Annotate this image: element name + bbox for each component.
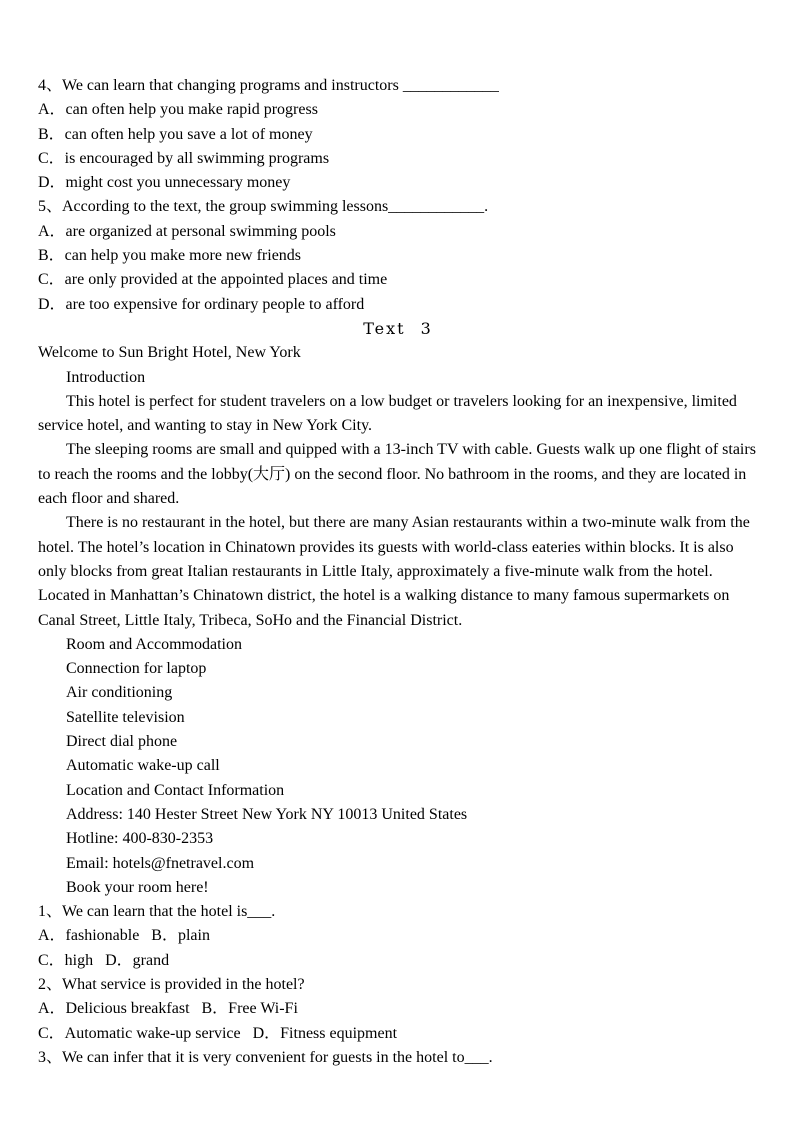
question-2-options-cd: C．Automatic wake-up service D．Fitness equipment (38, 1024, 398, 1042)
welcome-line: Welcome to Sun Bright Hotel, New York (38, 344, 301, 362)
introduction-paragraph: This hotel is perfect for student travelers on a low budget or travelers looking for an inexpensive, limited service hotel, and wanting to stay in New York City. (38, 392, 741, 435)
amenity-direct-dial-phone: Direct dial phone (66, 733, 178, 751)
question-4: 4、We can learn that changing programs and instructors ____________ (38, 77, 499, 94)
amenity-wake-up-call: Automatic wake-up call (66, 757, 220, 775)
question-4-option-d: D．might cost you unnecessary money (38, 174, 291, 192)
question-5: 5、According to the text, the group swimming lessons____________. (38, 198, 489, 216)
question-1: 1、We can learn that the hotel is___. (38, 903, 276, 921)
location-paragraph: There is no restaurant in the hotel, but there are many Asian restaurants within a two-minute walk from the hotel. The hotel’s location in Chinatown provides its guests with world-class eateries within blocks. It is also only blocks from great Italian restaurants in Little Italy, approximately a five-minute walk from the hotel. Located in Manhattan’s Chinatown district, the hotel is a walking distance to many famous supermarkets on Canal Street, Little Italy, Tribeca, SoHo and the Financial District. (38, 514, 754, 629)
address-line: Address: 140 Hester Street New York NY 10013 United States (66, 805, 468, 823)
amenity-air-conditioning: Air conditioning (66, 684, 173, 702)
hotline-line: Hotline: 400-830-2353 (66, 830, 214, 848)
location-contact-heading: Location and Contact Information (66, 781, 285, 799)
text-3-title: Text 3 (363, 318, 433, 338)
question-4-option-b: B．can often help you save a lot of money (38, 125, 313, 143)
question-4-option-a: A．can often help you make rapid progress (38, 101, 318, 119)
question-5-option-b: B．can help you make more new friends (38, 247, 302, 265)
email-line: Email: hotels@fnetravel.com (66, 854, 255, 872)
question-2: 2、What service is provided in the hotel? (38, 975, 305, 993)
rooms-paragraph: The sleeping rooms are small and quipped with a 13-inch TV with cable. Guests walk up one flight of stairs to reach the rooms and the lobby(大厅) on the second floor. No bathroom in the rooms, and they are located in each floor and shared. (38, 441, 760, 508)
amenity-laptop-connection: Connection for laptop (66, 660, 207, 678)
amenity-satellite-television: Satellite television (66, 708, 185, 726)
question-2-options-ab: A．Delicious breakfast B．Free Wi-Fi (38, 1000, 298, 1018)
question-1-options-cd: C．high D．grand (38, 951, 170, 969)
room-accommodation-heading: Room and Accommodation (66, 635, 242, 653)
question-5-option-c: C．are only provided at the appointed places and time (38, 271, 388, 289)
question-5-option-d: D．are too expensive for ordinary people to afford (38, 295, 365, 313)
question-1-options-ab: A．fashionable B．plain (38, 927, 210, 945)
book-room-line: Book your room here! (66, 878, 209, 896)
question-4-option-c: C．is encouraged by all swimming programs (38, 149, 330, 167)
question-5-option-a: A．are organized at personal swimming pools (38, 222, 336, 240)
question-3: 3、We can infer that it is very convenient for guests in the hotel to___. (38, 1048, 493, 1066)
introduction-heading: Introduction (66, 368, 146, 386)
